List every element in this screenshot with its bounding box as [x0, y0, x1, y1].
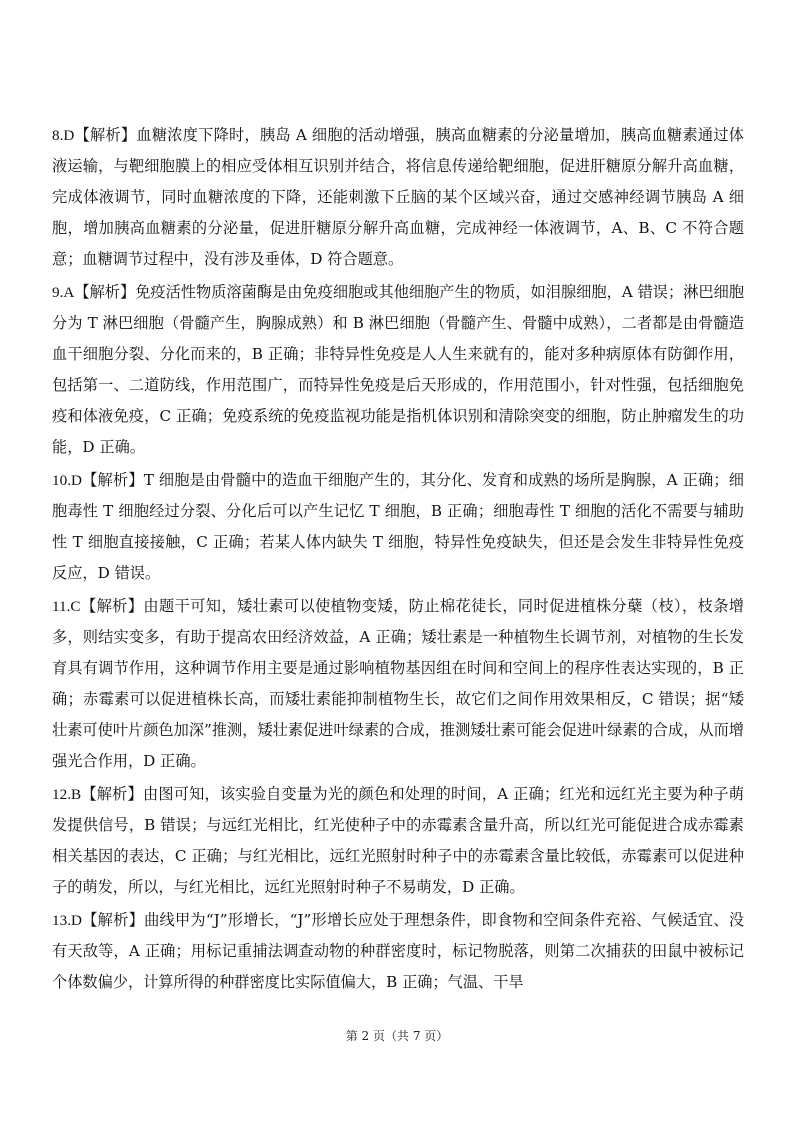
answer-label: 13.D【解析】 — [52, 912, 145, 929]
answer-label: 8.D【解析】 — [52, 127, 137, 144]
answer-label: 12.B【解析】 — [52, 786, 143, 803]
page-footer: 第 2 页（共 7 页） — [345, 1029, 449, 1043]
answer-item-8 — [52, 120, 744, 275]
answer-label: 9.A【解析】 — [52, 284, 136, 301]
answer-text: 血糖浓度下降时，胰岛 A 细胞的活动增强，胰高血糖素的分泌量增加，胰高血糖素通过体液运输，与靶细胞膜上的相应受体相互识别并结合，将信息传递给靶细胞，促进肝糖原分解升高血糖，完成体液调节，同时血糖浓度的下降，还能刺激下丘脑的某个区域兴奋，通过交感神经调节胰岛 A 细胞，增加胰高血糖素的分泌量，促进肝糖原分解升高血糖，完成神经一体液调节，A、B、C 不符合题意；血糖调节过程中，没有涉及垂体，D 符合题意。 — [52, 126, 744, 268]
answer-item-10 — [52, 465, 744, 589]
answer-label: 10.D【解析】 — [52, 472, 144, 489]
answer-label: 11.C【解析】 — [52, 598, 144, 615]
answer-item-9 — [52, 277, 744, 463]
answer-text: 由题干可知，矮壮素可以使植物变矮，防止棉花徒长，同时促进植株分蘖（枝），枝条增多，则结实变多，有助于提高农田经济效益，A 正确；矮壮素是一种植物生长调节剂，对植物的生长发育具有调节作用，这种调节作用主要是通过影响植物基因组在时间和空间上的程序性表达实现的，B 正确；赤霉素可以促进植株长高，而矮壮素能抑制植物生长，故它们之间作用效果相反，C 错误；据“矮壮素可使叶片颜色加深”推测，矮壮素促进叶绿素的合成，推测矮壮素可能会促进叶绿素的合成，从而增强光合作用，D 正确。 — [52, 597, 744, 770]
answer-text: 曲线甲为“J”形增长，“J”形增长应处于理想条件，即食物和空间条件充裕、气候适宜、没有天敌等，A 正确；用标记重捕法调查动物的种群密度时，标记物脱落，则第二次捕获的田鼠中被标记个体数偏少，计算所得的种群密度比实际值偏大，B 正确；气温、干旱 — [52, 911, 745, 991]
answer-text: T 细胞是由骨髓中的造血干细胞产生的，其分化、发育和成熟的场所是胸腺，A 正确；细胞毒性 T 细胞经过分裂、分化后可以产生记忆 T 细胞，B 正确；细胞毒性 T 细胞的活化不需要与辅助性 T 细胞直接接触，C 正确；若某人体内缺失 T 细胞，特异性免疫缺失，但还是会发生非特异性免疫反应，D 错误。 — [52, 471, 744, 582]
answer-item-11 — [52, 591, 744, 777]
answer-text: 由图可知，该实验自变量为光的颜色和处理的时间，A 正确；红光和远红光主要为种子萌发提供信号，B 错误；与远红光相比，红光使种子中的赤霉素含量升高，所以红光可能促进合成赤霉素相关基因的表达，C 正确；与红光相比，远红光照射时种子中的赤霉素含量比较低，赤霉素可以促进种子的萌发，所以，与红光相比，远红光照射时种子不易萌发，D 正确。 — [52, 785, 744, 896]
answer-text: 免疫活性物质溶菌酶是由免疫细胞或其他细胞产生的物质，如泪腺细胞，A 错误；淋巴细胞分为 T 淋巴细胞（骨髓产生，胸腺成熟）和 B 淋巴细胞（骨髓产生、骨髓中成熟），二者都是由骨髓造血干细胞分裂、分化而来的，B 正确；非特异性免疫是人人生来就有的，能对多种病原体有防御作用，包括第一、二道防线，作用范围广，而特异性免疫是后天形成的，作用范围小，针对性强，包括细胞免疫和体液免疫，C 正确；免疫系统的免疫监视功能是指机体识别和清除突变的细胞，防止肿瘤发生的功能，D 正确。 — [52, 283, 745, 456]
answer-item-12 — [52, 779, 744, 903]
answer-content — [52, 120, 744, 1000]
answer-item-13 — [52, 905, 744, 998]
